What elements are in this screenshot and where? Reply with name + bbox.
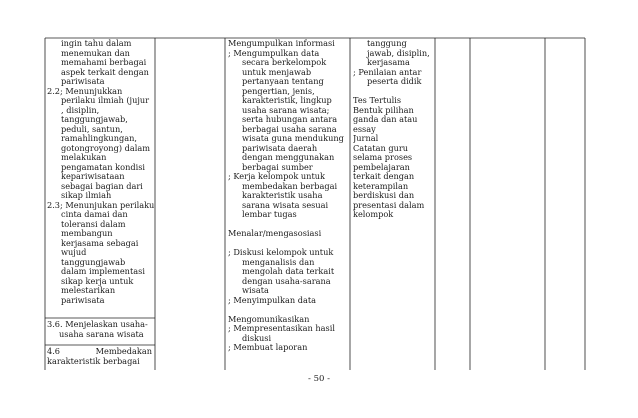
text-line: ingin tahu dalam — [61, 39, 132, 48]
text-line: sikap ilmiah — [61, 190, 112, 200]
competency-skill-cell — [47, 347, 152, 366]
text-line: usaha sarana wisata — [59, 328, 144, 339]
text-line: kelompok — [353, 209, 394, 219]
page-number: - 50 - — [308, 374, 330, 384]
text-line: Catatan guru — [353, 142, 409, 153]
word: Membedakan — [95, 347, 152, 356]
text-line: ; Penilaian antar — [353, 66, 422, 77]
text-line: 3.6. Menjelaskan usaha- — [47, 320, 148, 329]
text-line: ; Diskusi kelompok untuk — [228, 247, 334, 257]
text-line: wisata — [242, 285, 269, 295]
text-line: essay — [353, 123, 376, 134]
text-line: menemukan dan — [61, 47, 130, 58]
text-line: sebagai bagian dari — [61, 180, 143, 191]
text-line: pembelajaran — [353, 161, 410, 172]
text-line: presentasi dalam — [353, 199, 425, 210]
text-line: dengan usaha-sarana — [242, 275, 331, 286]
text-line: ; Mengumpulkan data — [228, 47, 320, 58]
text-line: pengamatan kondisi — [61, 161, 146, 172]
text-line: lembar tugas — [242, 209, 297, 219]
text-line: cinta damai dan — [61, 209, 128, 219]
text-line: ; Membuat laporan — [228, 342, 308, 352]
text-line: menganalisis dan — [242, 256, 315, 267]
text-line: karakteristik berbagai — [47, 355, 140, 366]
text-line: usaha sarana wisata; — [242, 104, 330, 115]
text-line: melestarikan — [61, 285, 116, 295]
text-line: 2.2; Menunjukkan — [47, 85, 123, 96]
text-line: kerjasama sebagai — [61, 237, 139, 248]
text-line: secara berkelompok — [242, 57, 327, 67]
text-line: kerjasama — [367, 57, 410, 67]
text-line: selama proses — [353, 152, 413, 162]
text-line: karakteristik, lingkup — [242, 95, 332, 105]
text-line: ganda dan atau — [353, 114, 418, 124]
text-line: pariwisata daerah — [242, 142, 318, 153]
text-line: toleransi dalam — [61, 218, 126, 229]
text-line: aspek terkait dengan — [61, 66, 149, 77]
text-line: Tes Tertulis — [353, 95, 402, 105]
text-line: keterampilan — [353, 180, 409, 191]
text-line: peduli, santun, — [61, 123, 123, 134]
section-heading: Mengomunikasikan — [228, 313, 310, 324]
text-line: untuk menjawab — [242, 66, 312, 77]
text-line: Mengumpulkan informasi — [228, 39, 335, 48]
text-line: pariwisata — [61, 294, 105, 305]
competency-attitude-cell — [47, 39, 154, 305]
text-line: sarana wisata sesuai — [242, 199, 329, 210]
text-line: berbagai sumber — [242, 161, 313, 172]
text-line: pariwisata — [61, 76, 105, 86]
text-line: gotongroyong) dalam — [61, 142, 150, 153]
competency-knowledge-cell — [47, 320, 154, 339]
text-line: karakteristik usaha — [242, 190, 323, 200]
text-line: wisata guna mendukung — [242, 133, 344, 143]
text-line: perilaku ilmiah (jujur — [61, 95, 150, 105]
text-line: berdiskusi dan — [353, 190, 415, 200]
text-line: memahami berbagai — [61, 57, 147, 67]
text-line: tanggungjawab — [61, 256, 126, 267]
text-line: jawab, disiplin, — [367, 47, 430, 58]
text-line: wujud — [61, 247, 87, 257]
text-line: 2.3; Menunjukan perilaku — [47, 199, 154, 210]
text-line: melakukan — [61, 152, 107, 162]
word: 4.6 — [47, 347, 61, 356]
text-line: ramahlingkungan, — [61, 133, 137, 143]
learning-activities-cell — [228, 39, 348, 353]
text-line: kepariwisataan — [61, 171, 125, 181]
text-line: Bentuk pilihan — [353, 104, 414, 115]
text-line: , disiplin, — [61, 104, 100, 115]
text-line: ; Menyimpulkan data — [228, 294, 317, 305]
text-line: membedakan berbagai — [242, 180, 338, 191]
text-line: tanggungjawab, — [61, 114, 128, 124]
text-line: mengolah data terkait — [242, 266, 335, 276]
text-line: peserta didik — [367, 76, 422, 86]
text-line: tanggung — [367, 39, 407, 48]
text-line: berbagai usaha sarana — [242, 123, 337, 134]
text-line: dengan menggunakan — [242, 152, 335, 162]
text-line: serta hubungan antara — [242, 114, 338, 124]
text-line: sikap kerja untuk — [61, 275, 134, 286]
text-line: Jurnal — [353, 133, 379, 143]
text-line: pengertian, jenis, — [242, 85, 315, 96]
text-line: terkait dengan — [353, 171, 415, 181]
text-line: ; Mempresentasikan hasil — [228, 323, 335, 333]
text-line: pertanyaan tentang — [242, 76, 324, 86]
text-line: dalam implementasi — [61, 266, 145, 276]
assessment-cell — [353, 39, 435, 220]
text-line: membangun — [61, 228, 113, 238]
section-heading: Menalar/mengasosiasi — [228, 228, 322, 238]
text-line: ; Kerja kelompok untuk — [228, 171, 325, 181]
text-line: diskusi — [242, 332, 272, 343]
